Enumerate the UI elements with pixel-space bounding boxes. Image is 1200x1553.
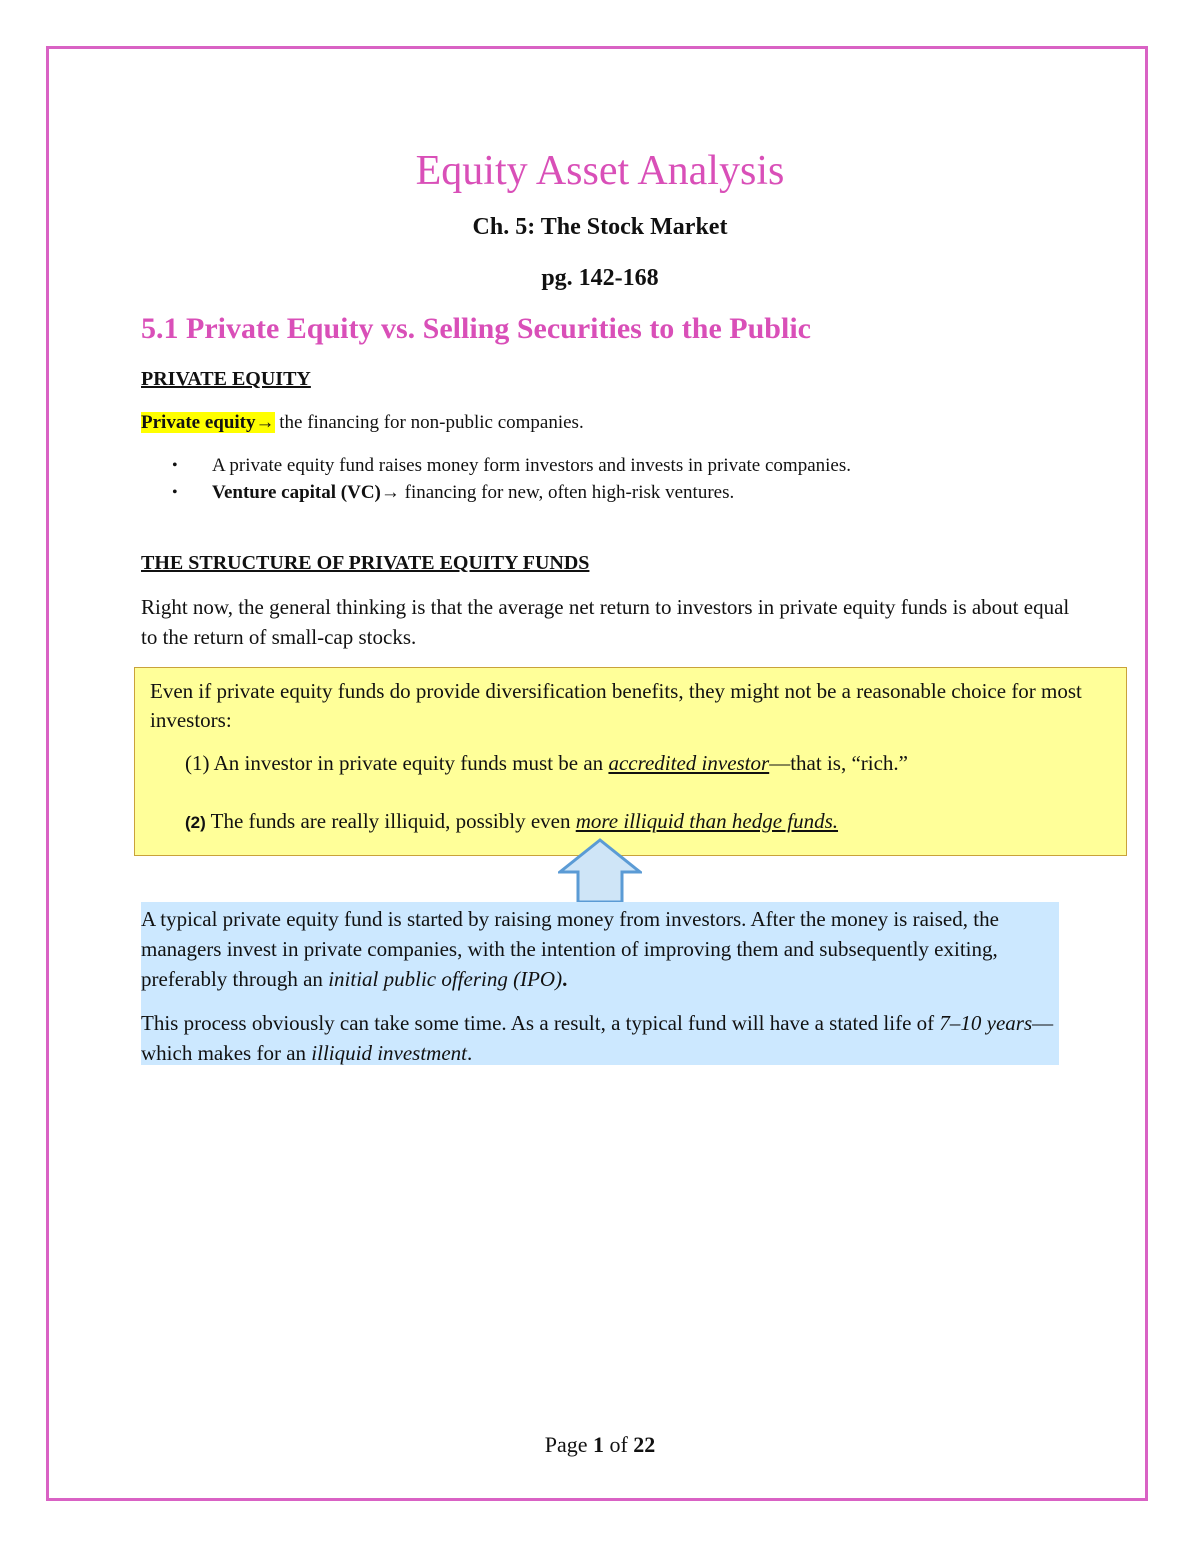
lifecycle-paragraph-2: This process obviously can take some time. As a result, a typical fund will have a stated life of 7–10 years—which makes for an illiquid investment. (141, 1011, 1054, 1065)
bullet-icon: • (172, 457, 178, 474)
private-equity-heading: PRIVATE EQUITY (141, 368, 311, 390)
document-title: Equity Asset Analysis (415, 148, 785, 194)
page-total: 22 (633, 1432, 656, 1457)
section-heading: 5.1 Private Equity vs. Selling Securities to the Public (141, 312, 811, 345)
structure-paragraph: Right now, the general thinking is that the average net return to investors in private equity funds is about equal to the return of small-cap stocks. (141, 595, 1070, 649)
up-arrow-icon (558, 838, 642, 904)
page-number: 1 (592, 1432, 604, 1457)
callout-intro: Even if private equity funds do provide diversification benefits, they might not be a reasonable choice for most investors: (150, 679, 1082, 732)
page-range: pg. 142-168 (541, 265, 659, 291)
diversification-callout (134, 667, 1127, 856)
callout-item-2: (2) The funds are really illiquid, possibly even more illiquid than hedge funds. (185, 809, 839, 833)
private-equity-bullets (172, 452, 851, 506)
chapter-subtitle: Ch. 5: The Stock Market (472, 214, 728, 240)
bullet-icon: • (172, 484, 178, 501)
fund-lifecycle-callout (141, 902, 1059, 1065)
right-arrow-icon: → (380, 482, 400, 503)
highlighted-term: Private equity→ (141, 412, 275, 433)
private-equity-definition: Private equity→ the financing for non-public companies. (141, 412, 584, 433)
page-footer: Page 1 of 22 (544, 1432, 656, 1457)
list-item: • Venture capital (VC)→ financing for new, often high-risk ventures. (172, 479, 851, 506)
lifecycle-paragraph-1: A typical private equity fund is started by raising money from investors. After the money is raised, the managers invest in private companies, with the intention of improving them and subsequently exiting, preferably through an initial public offering (IPO). (141, 907, 999, 991)
callout-item-1: (1) An investor in private equity funds must be an accredited investor—that is, “rich.” (185, 751, 908, 775)
structure-heading: THE STRUCTURE OF PRIVATE EQUITY FUNDS (141, 552, 590, 574)
list-item: • A private equity fund raises money form investors and invests in private companies. (172, 452, 851, 479)
right-arrow-icon: → (255, 412, 275, 433)
